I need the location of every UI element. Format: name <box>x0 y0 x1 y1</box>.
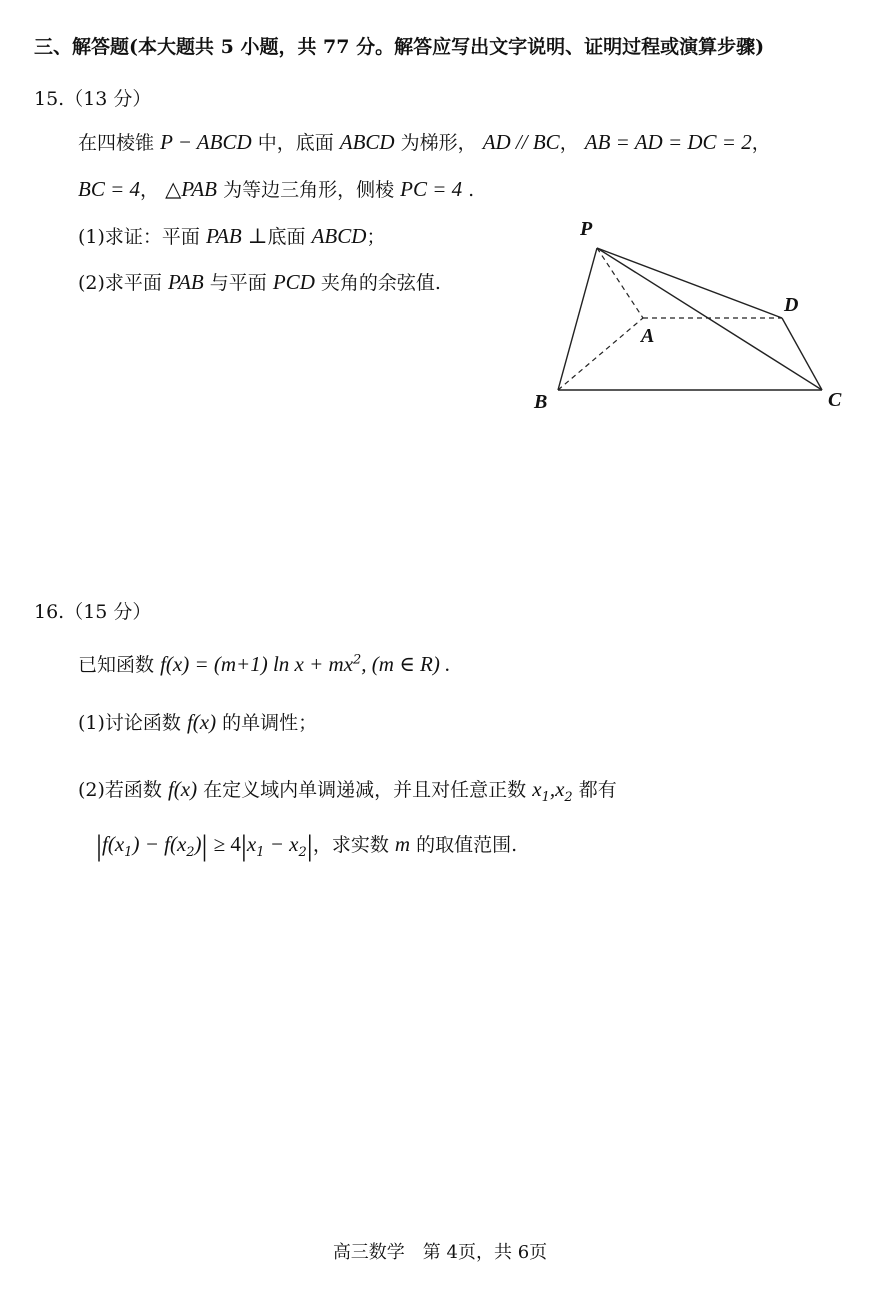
comma: , <box>549 777 556 801</box>
plane-abcd: ABCD <box>311 224 367 248</box>
function-definition: f(x) = (m+1) ln x + mx <box>160 652 354 676</box>
ineq-ge: ≥ 4 <box>213 832 241 856</box>
plane-pab: PAB <box>205 224 242 248</box>
question-16-stem <box>78 650 450 677</box>
question-15-stem-line1: 在四棱锥 P − ABCD 中，底面 ABCD 为梯形， AD // BC， AB = AD = DC = 2， <box>78 130 771 154</box>
edge-ab-hidden <box>558 318 643 390</box>
pyramid-figure <box>520 210 860 425</box>
ineq-end: 的取值范围. <box>416 834 518 856</box>
part2-mid: 在定义域内单调递减，并且对任意正数 <box>203 779 527 801</box>
var-x2: x <box>555 777 565 801</box>
abs-bar: | <box>201 829 208 862</box>
edge-pc <box>597 248 822 390</box>
part1-prefix: (1)讨论函数 <box>78 712 181 734</box>
sub-1: 1 <box>256 844 265 860</box>
sub-2: 2 <box>298 844 307 860</box>
sub-1: 1 <box>124 844 133 860</box>
page-footer: 高三数学 第 4页，共 6页 <box>332 1242 548 1263</box>
label-d: D <box>784 294 799 316</box>
abs-bar: | <box>96 829 103 862</box>
plane-pcd: PCD <box>272 270 315 294</box>
question-16-inequality <box>96 830 517 861</box>
label-b: B <box>534 391 548 413</box>
stem-text: 中，底面 <box>257 132 334 154</box>
edge-cd <box>782 318 822 390</box>
label-c: C <box>828 389 842 411</box>
part2-suffix: 夹角的余弦值. <box>320 272 441 294</box>
abs-bar: | <box>240 829 247 862</box>
pc-length: PC = 4 <box>400 177 463 201</box>
function-f: f(x) <box>186 710 217 734</box>
pyramid-name: P − ABCD <box>160 130 252 154</box>
stem-text: 为梯形， <box>400 132 477 154</box>
edge-pd <box>597 248 782 318</box>
ineq-x2: − x <box>264 832 299 856</box>
sub-2: 2 <box>186 844 195 860</box>
part1-suffix: 的单调性； <box>222 712 318 734</box>
question-15-part2 <box>78 268 441 295</box>
part1-mid: 底面 <box>267 226 306 248</box>
ineq-x1: x <box>246 832 257 856</box>
question-16-part2 <box>78 775 617 805</box>
question-16-part1 <box>78 708 317 735</box>
ineq-suffix: ，求实数 <box>312 834 389 856</box>
bc-length: BC = 4 <box>78 177 141 201</box>
stem-text: 为等边三角形，侧棱 <box>223 179 395 201</box>
edge-pb <box>558 248 597 390</box>
exponent: 2 <box>353 652 362 668</box>
function-f: f(x) <box>167 777 198 801</box>
triangle-pab: △PAB <box>165 177 218 201</box>
var-m: m <box>394 832 411 856</box>
section-header: 三、解答题(本大题共 5 小题，共 77 分。解答应写出文字说明、证明过程或演算步骤) <box>34 36 765 58</box>
base-name: ABCD <box>339 130 395 154</box>
label-a: A <box>641 325 655 347</box>
plane-pab: PAB <box>167 270 204 294</box>
question-15-part1: (1)求证：平面 PAB ⊥底面 ABCD； <box>78 224 386 248</box>
part2-prefix: (2)若函数 <box>78 779 162 801</box>
edge-pa-hidden <box>597 248 643 318</box>
question-15-number: 15.（13 分） <box>34 88 152 110</box>
label-p: P <box>580 218 593 240</box>
sub-1: 1 <box>541 789 550 805</box>
perp-symbol: ⊥ <box>247 224 268 248</box>
parameter-condition: , (m ∈ R) . <box>361 652 451 676</box>
ineq-f1: f(x <box>102 832 125 856</box>
part1-prefix: (1)求证：平面 <box>78 226 200 248</box>
part2-mid: 与平面 <box>209 272 267 294</box>
stem-prefix: 已知函数 <box>78 654 155 676</box>
var-x1: x <box>532 777 542 801</box>
part2-prefix: (2)求平面 <box>78 272 162 294</box>
question-16-number: 16.（15 分） <box>34 601 152 623</box>
stem-text: 在四棱锥 <box>78 132 155 154</box>
sub-2: 2 <box>564 789 573 805</box>
ineq-f2: ) − f(x <box>132 832 187 856</box>
parallel-relation: AD // BC <box>482 130 560 154</box>
abs-bar: | <box>306 829 313 862</box>
part2-suffix: 都有 <box>578 779 617 801</box>
equal-sides: AB = AD = DC = 2 <box>584 130 752 154</box>
question-15-stem-line2: BC = 4， △PAB 为等边三角形，侧棱 PC = 4 . <box>78 177 475 201</box>
ineq-close: ) <box>194 832 202 856</box>
